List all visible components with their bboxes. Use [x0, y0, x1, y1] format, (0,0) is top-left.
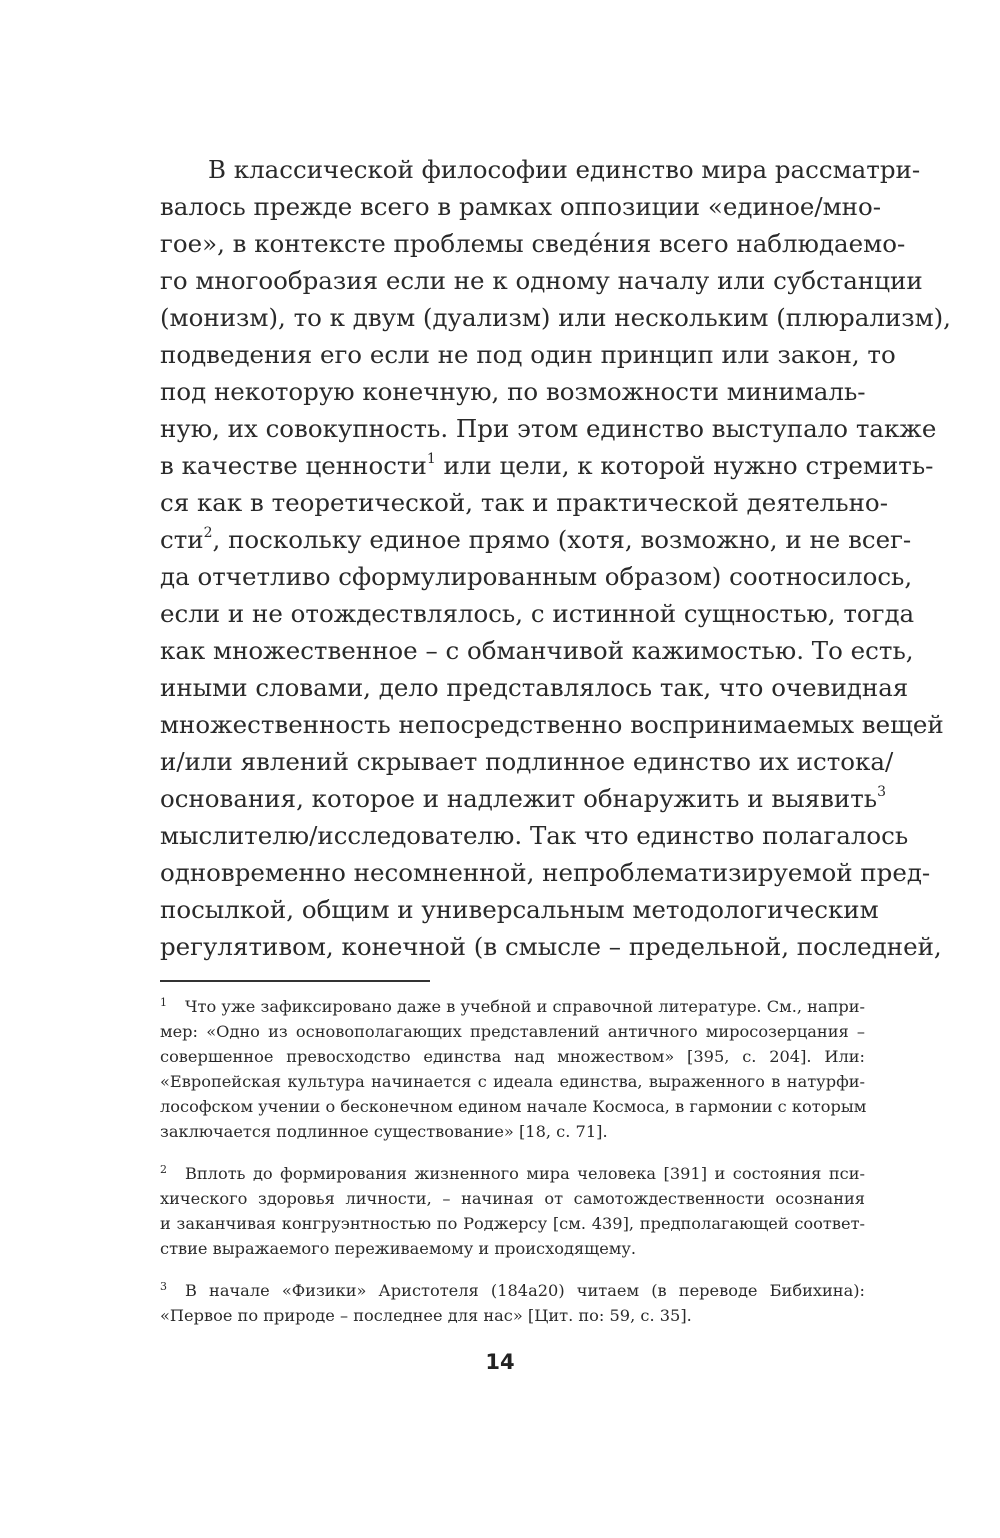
- footnote-text: Что уже зафиксировано даже в учебной и справочной литературе. См., напри-: [185, 997, 865, 1016]
- text-line: как множественное – с обманчивой кажимостью. То есть,: [160, 636, 914, 665]
- footnote-line: хического здоровья личности, – начиная от самотождественности осознания: [160, 1189, 865, 1208]
- footnote-ref[interactable]: 2: [203, 524, 213, 541]
- text-segment: в качестве ценности: [160, 451, 427, 480]
- text-line: мыслителю/исследователю. Так что единство полагалось: [160, 821, 909, 850]
- footnote-line: и заканчивая конгруэнтностью по Роджерсу [см. 439], предполагающей соответ-: [160, 1214, 865, 1233]
- text-line: (монизм), то к двум (дуализм) или нескольким (плюрализм),: [160, 303, 951, 332]
- footnote-ref[interactable]: 3: [877, 783, 887, 800]
- text-line: ся как в теоретической, так и практической деятельно-: [160, 488, 888, 517]
- text-line: иными словами, дело представлялось так, что очевидная: [160, 673, 909, 702]
- footnote-line: «Первое по природе – последнее для нас» [Цит. по: 59, с. 35].: [160, 1306, 692, 1325]
- footnote-line: лософском учении о бесконечном едином начале Космоса, в гармонии с которым: [160, 1097, 867, 1116]
- text-line: го многообразия если не к одному началу или субстанции: [160, 266, 923, 295]
- text-line: [160, 448, 934, 484]
- text-line: гое», в контексте проблемы сведе́ния всего наблюдаемо-: [160, 229, 906, 258]
- text-line: посылкой, общим и универсальным методологическим: [160, 895, 879, 924]
- text-line: если и не отождествлялось, с истинной сущностью, тогда: [160, 599, 915, 628]
- text-segment: сти: [160, 525, 204, 554]
- footnote-number: 2: [160, 1162, 167, 1176]
- text-line: [160, 522, 912, 558]
- page-number: 14: [485, 1350, 515, 1374]
- text-line: В классической философии единство мира рассматри-: [208, 155, 921, 184]
- footnote-line: [160, 995, 865, 1019]
- text-line: валось прежде всего в рамках оппозиции «единое/мно-: [160, 192, 882, 221]
- footnote-divider: [160, 980, 430, 982]
- text-segment: основания, которое и надлежит обнаружить и выявить: [160, 784, 878, 813]
- footnote-line: совершенное превосходство единства над множеством» [395, с. 204]. Или:: [160, 1047, 865, 1066]
- text-line: и/или явлений скрывает подлинное единство их истока/: [160, 747, 894, 776]
- text-line: подведения его если не под один принцип или закон, то: [160, 340, 896, 369]
- footnote-line: заключается подлинное существование» [18, с. 71].: [160, 1122, 608, 1141]
- footnote-line: ствие выражаемого переживаемому и происходящему.: [160, 1239, 637, 1258]
- text-line: под некоторую конечную, по возможности минималь-: [160, 377, 866, 406]
- footnote-number: 3: [160, 1279, 167, 1293]
- text-line: множественность непосредственно воспринимаемых вещей: [160, 710, 944, 739]
- text-line: регулятивом, конечной (в смысле – предельной, последней,: [160, 932, 942, 961]
- footnote-text: В начале «Физики» Аристотеля (184а20) читаем (в переводе Бибихина):: [185, 1281, 865, 1300]
- text-line: да отчетливо сформулированным образом) соотносилось,: [160, 562, 913, 591]
- footnote-line: [160, 1162, 865, 1186]
- footnote-line: «Европейская культура начинается с идеала единства, выраженного в натурфи-: [160, 1072, 865, 1091]
- footnote-line: [160, 1279, 865, 1303]
- text-line: ную, их совокупность. При этом единство выступало также: [160, 414, 937, 443]
- text-line: одновременно несомненной, непроблематизируемой пред-: [160, 858, 931, 887]
- text-segment: или цели, к которой нужно стремить-: [435, 451, 934, 480]
- footnote-number: 1: [160, 995, 167, 1009]
- footnote-line: мер: «Одно из основополагающих представлений античного миросозерцания –: [160, 1022, 865, 1041]
- footnote-text: Вплоть до формирования жизненного мира человека [391] и состояния пси-: [185, 1164, 865, 1183]
- text-line: [160, 781, 887, 817]
- footnote-ref[interactable]: 1: [426, 450, 436, 467]
- text-segment: , поскольку единое прямо (хотя, возможно, и не всег-: [212, 525, 912, 554]
